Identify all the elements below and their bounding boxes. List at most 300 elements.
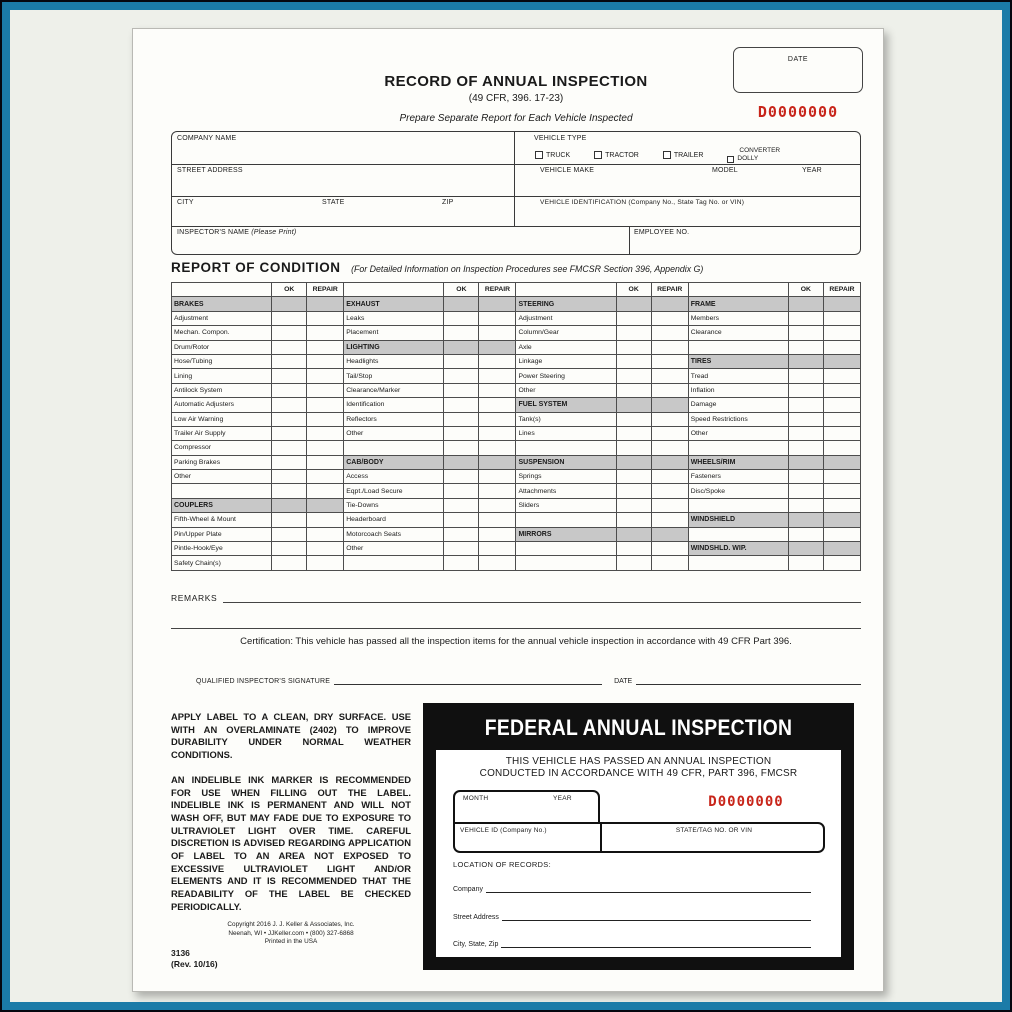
ok-cell[interactable] — [788, 340, 823, 354]
repair-cell[interactable] — [651, 556, 688, 570]
condition-table — [171, 282, 861, 571]
ok-cell[interactable] — [788, 398, 823, 412]
ok-cell[interactable] — [272, 369, 307, 383]
empty-item — [688, 441, 788, 455]
year-field[interactable] — [797, 164, 862, 196]
ok-cell[interactable] — [616, 412, 651, 426]
ok-cell[interactable] — [616, 383, 651, 397]
label-street-line[interactable] — [502, 912, 811, 921]
repair-cell[interactable] — [651, 354, 688, 368]
month-year-box[interactable] — [453, 790, 600, 823]
repair-cell[interactable] — [307, 470, 344, 484]
label-company-line[interactable] — [486, 884, 811, 893]
converter-dolly-option — [727, 147, 780, 163]
tractor-label: TRACTOR — [605, 151, 639, 159]
date-label: DATE — [787, 56, 809, 63]
table-header-spacer — [516, 283, 616, 297]
date-field[interactable] — [733, 47, 863, 93]
ok-cell — [788, 297, 823, 311]
ok-cell — [272, 297, 307, 311]
repair-cell[interactable] — [651, 369, 688, 383]
repair-cell[interactable] — [651, 484, 688, 498]
empty-item — [172, 484, 272, 498]
certification-text: Certification: This vehicle has passed all the inspection items for the annual vehicle inspection in accordance with 49 CFR Part 396. — [240, 636, 792, 647]
repair-cell[interactable] — [307, 398, 344, 412]
ok-cell[interactable] — [788, 412, 823, 426]
repair-cell[interactable] — [823, 383, 860, 397]
section-divider — [171, 628, 861, 629]
ok-cell[interactable] — [272, 354, 307, 368]
ok-cell[interactable] — [272, 455, 307, 469]
trailer-option — [663, 151, 704, 159]
ok-cell[interactable] — [444, 383, 479, 397]
repair-cell[interactable] — [823, 326, 860, 340]
repair-cell[interactable] — [823, 527, 860, 541]
repair-cell[interactable] — [479, 441, 516, 455]
copyright-line-3: Printed in the USA — [264, 938, 318, 946]
condition-item: Column/Gear — [516, 326, 616, 340]
repair-cell[interactable] — [307, 527, 344, 541]
section-header: SUSPENSION — [516, 455, 616, 469]
repair-cell[interactable] — [479, 527, 516, 541]
ok-cell[interactable] — [444, 412, 479, 426]
ok-cell[interactable] — [444, 311, 479, 325]
zip-label: ZIP — [442, 199, 454, 206]
condition-item: Speed Restrictions — [688, 412, 788, 426]
ok-cell[interactable] — [272, 527, 307, 541]
column-header: OK — [444, 283, 479, 297]
condition-item: Pintle-Hook/Eye — [172, 542, 272, 556]
condition-item: Tread — [688, 369, 788, 383]
vehicle-identification-label: VEHICLE IDENTIFICATION (Company No., State Tag No. or VIN) — [540, 199, 745, 206]
repair-cell[interactable] — [307, 383, 344, 397]
empty-item — [688, 498, 788, 512]
ok-cell[interactable] — [616, 498, 651, 512]
ok-cell — [616, 398, 651, 412]
condition-item: Automatic Adjusters — [172, 398, 272, 412]
label-line-1: THIS VEHICLE HAS PASSED AN ANNUAL INSPECTION — [505, 756, 772, 767]
year-label: YEAR — [802, 167, 822, 174]
instructions-paragraph-2: AN INDELIBLE INK MARKER IS RECOMMENDED FOR USE WHEN FILLING OUT THE LABEL. INDELIBLE INK IS PERMANENT AND WILL NOT WASH OFF, BUT MAY FADE DUE TO EXPOSURE TO ULTRAVIOLET LIGHT OVER TIME. CAREFUL DISCRETION IS ADVISED REGARDING APPLICATION OF LABEL TO AN AREA NOT EXPOSED TO EXCESSIVE ULTRAVIOLET LIGHT AND/OR ELEMENTS AND IT IS RECOMMENDED THAT THE READABILITY OF THE LABEL BE CHECKED PERIODICALLY. — [171, 773, 411, 912]
section-header: COUPLERS — [172, 498, 272, 512]
converter-label: CONVERTER — [739, 147, 781, 154]
repair-cell — [479, 455, 516, 469]
signature-row — [171, 673, 861, 685]
repair-cell[interactable] — [651, 326, 688, 340]
condition-item: Fasteners — [688, 470, 788, 484]
repair-cell — [307, 297, 344, 311]
repair-cell[interactable] — [823, 412, 860, 426]
month-label: MONTH — [463, 795, 489, 802]
tractor-option — [594, 151, 639, 159]
federal-label-panel — [436, 750, 841, 957]
ok-cell[interactable] — [272, 412, 307, 426]
repair-cell[interactable] — [479, 369, 516, 383]
condition-item: Axle — [516, 340, 616, 354]
ok-cell[interactable] — [272, 441, 307, 455]
ok-cell[interactable] — [616, 542, 651, 556]
inspector-name-label: INSPECTOR'S NAME (Please Print) — [177, 229, 297, 236]
ok-cell[interactable] — [272, 470, 307, 484]
condition-item: Adjustment — [516, 311, 616, 325]
table-header-spacer — [688, 283, 788, 297]
condition-item: Safety Chain(s) — [172, 556, 272, 570]
ok-cell[interactable] — [788, 498, 823, 512]
state-field[interactable] — [317, 196, 437, 226]
repair-cell — [651, 297, 688, 311]
condition-item: Other — [344, 542, 444, 556]
condition-item: Low Air Warning — [172, 412, 272, 426]
ok-cell[interactable] — [272, 556, 307, 570]
table-header-spacer — [172, 283, 272, 297]
ok-cell[interactable] — [444, 527, 479, 541]
ok-cell[interactable] — [444, 326, 479, 340]
serial-number: D0000000 — [757, 103, 839, 121]
location-of-records-label: LOCATION OF RECORDS: — [453, 860, 551, 869]
empty-item — [688, 340, 788, 354]
zip-field[interactable] — [437, 196, 514, 226]
street-address-label: STREET ADDRESS — [177, 167, 243, 174]
repair-cell[interactable] — [479, 311, 516, 325]
ok-cell[interactable] — [272, 513, 307, 527]
repair-cell[interactable] — [307, 455, 344, 469]
table-header-spacer — [344, 283, 444, 297]
converter-dolly-checkbox[interactable] — [727, 156, 734, 163]
repair-cell[interactable] — [823, 398, 860, 412]
ok-cell[interactable] — [444, 369, 479, 383]
repair-cell[interactable] — [479, 513, 516, 527]
vehicle-make-label: VEHICLE MAKE — [540, 167, 595, 174]
dolly-label: DOLLY — [737, 155, 759, 162]
form-page — [132, 28, 884, 992]
repair-cell[interactable] — [479, 498, 516, 512]
repair-cell[interactable] — [823, 498, 860, 512]
remarks-row — [171, 589, 861, 603]
report-heading-note: (For Detailed Information on Inspection Procedures see FMCSR Section 396, Appendix G) — [351, 264, 704, 274]
label-company-label: Company — [453, 886, 483, 893]
ok-cell[interactable] — [616, 326, 651, 340]
street-address-field[interactable] — [172, 164, 514, 196]
ok-cell[interactable] — [788, 426, 823, 440]
condition-item: Identification — [344, 398, 444, 412]
ok-cell[interactable] — [444, 398, 479, 412]
repair-cell[interactable] — [651, 412, 688, 426]
empty-item — [516, 556, 616, 570]
ok-cell[interactable] — [788, 527, 823, 541]
ok-cell[interactable] — [616, 556, 651, 570]
ok-cell[interactable] — [616, 369, 651, 383]
repair-cell[interactable] — [307, 484, 344, 498]
section-header: WINDSHIELD — [688, 513, 788, 527]
report-heading-text: REPORT OF CONDITION — [171, 260, 341, 275]
condition-item: Sliders — [516, 498, 616, 512]
company-name-label: COMPANY NAME — [177, 135, 237, 142]
repair-cell[interactable] — [307, 426, 344, 440]
repair-cell[interactable] — [479, 354, 516, 368]
repair-cell[interactable] — [651, 498, 688, 512]
condition-item: Pin/Upper Plate — [172, 527, 272, 541]
repair-cell[interactable] — [479, 542, 516, 556]
remarks-label: REMARKS — [171, 593, 218, 603]
ok-cell[interactable] — [788, 470, 823, 484]
column-header: OK — [272, 283, 307, 297]
repair-cell[interactable] — [651, 470, 688, 484]
condition-item: Mechan. Compon. — [172, 326, 272, 340]
column-header: REPAIR — [307, 283, 344, 297]
label-vehicle-id-label: VEHICLE ID (Company No.) — [460, 827, 547, 834]
repair-cell — [479, 297, 516, 311]
ok-cell[interactable] — [444, 513, 479, 527]
ok-cell — [444, 455, 479, 469]
ok-cell[interactable] — [272, 426, 307, 440]
section-header: WINDSHLD. WIP. — [688, 542, 788, 556]
label-company-row — [453, 882, 811, 893]
section-header: FUEL SYSTEM — [516, 398, 616, 412]
repair-cell — [823, 455, 860, 469]
repair-cell — [651, 527, 688, 541]
condition-item: Other — [516, 383, 616, 397]
condition-item: Clearance — [688, 326, 788, 340]
repair-cell[interactable] — [479, 426, 516, 440]
vehicle-id-box — [453, 822, 825, 853]
ok-cell[interactable] — [616, 311, 651, 325]
truck-checkbox[interactable] — [535, 151, 543, 159]
ok-cell[interactable] — [616, 470, 651, 484]
condition-item: Other — [688, 426, 788, 440]
ok-cell[interactable] — [616, 340, 651, 354]
repair-cell[interactable] — [651, 426, 688, 440]
model-field[interactable] — [707, 164, 797, 196]
form-number-block — [171, 948, 218, 970]
repair-cell[interactable] — [307, 542, 344, 556]
condition-item: Drum/Rotor — [172, 340, 272, 354]
ok-cell[interactable] — [444, 484, 479, 498]
repair-cell[interactable] — [307, 326, 344, 340]
repair-cell[interactable] — [307, 354, 344, 368]
ok-cell — [272, 498, 307, 512]
label-city-label: City, State, Zip — [453, 941, 499, 948]
label-line-2: CONDUCTED IN ACCORDANCE WITH 49 CFR, PART 396, FMCSR — [479, 768, 798, 779]
repair-cell[interactable] — [651, 513, 688, 527]
form-subtitle: (49 CFR, 396. 17-23) — [468, 93, 564, 104]
condition-item: Power Steering — [516, 369, 616, 383]
vehicle-make-field[interactable] — [514, 164, 707, 196]
repair-cell — [651, 398, 688, 412]
condition-item: Tank(s) — [516, 412, 616, 426]
column-header: REPAIR — [823, 283, 860, 297]
ok-cell[interactable] — [788, 369, 823, 383]
repair-cell[interactable] — [307, 556, 344, 570]
page-title: RECORD OF ANNUAL INSPECTION — [384, 73, 648, 90]
empty-item — [344, 556, 444, 570]
repair-cell[interactable] — [823, 426, 860, 440]
ok-cell[interactable] — [272, 326, 307, 340]
repair-cell[interactable] — [479, 398, 516, 412]
signature-date-line[interactable] — [636, 675, 861, 685]
employee-no-label: EMPLOYEE NO. — [634, 229, 690, 236]
ok-cell[interactable] — [616, 513, 651, 527]
city-label: CITY — [177, 199, 194, 206]
ok-cell[interactable] — [272, 398, 307, 412]
repair-cell[interactable] — [307, 340, 344, 354]
ok-cell[interactable] — [444, 441, 479, 455]
repair-cell[interactable] — [307, 311, 344, 325]
employee-no-field[interactable] — [629, 226, 862, 255]
repair-cell[interactable] — [823, 556, 860, 570]
repair-cell[interactable] — [823, 470, 860, 484]
condition-item: Members — [688, 311, 788, 325]
condition-item: Headerboard — [344, 513, 444, 527]
copyright-block — [171, 921, 411, 947]
empty-item — [516, 513, 616, 527]
ok-cell[interactable] — [444, 470, 479, 484]
state-label: STATE — [322, 199, 345, 206]
model-label: MODEL — [712, 167, 738, 174]
form-instruction: Prepare Separate Report for Each Vehicle Inspected — [399, 113, 633, 124]
condition-item: Other — [172, 470, 272, 484]
ok-cell — [444, 297, 479, 311]
condition-item: Damage — [688, 398, 788, 412]
ok-cell[interactable] — [788, 441, 823, 455]
column-header: REPAIR — [479, 283, 516, 297]
ok-cell — [788, 354, 823, 368]
instructions-paragraph-1: APPLY LABEL TO A CLEAN, DRY SURFACE. USE WITH AN OVERLAMINATE (2402) TO IMPROVE DURABILITY UNDER NORMAL WEATHER CONDITIONS. — [171, 711, 411, 761]
empty-item — [516, 542, 616, 556]
label-city-line[interactable] — [501, 939, 811, 948]
empty-item — [516, 441, 616, 455]
ok-cell[interactable] — [444, 556, 479, 570]
ok-cell[interactable] — [616, 426, 651, 440]
repair-cell[interactable] — [823, 311, 860, 325]
label-street-label: Street Address — [453, 914, 499, 921]
repair-cell[interactable] — [651, 340, 688, 354]
condition-item: Lines — [516, 426, 616, 440]
trailer-label: TRAILER — [673, 151, 704, 159]
inspector-name-field[interactable] — [172, 226, 629, 255]
condition-item: Inflation — [688, 383, 788, 397]
ok-cell[interactable] — [788, 326, 823, 340]
column-header: OK — [616, 283, 651, 297]
repair-cell[interactable] — [823, 441, 860, 455]
repair-cell[interactable] — [307, 369, 344, 383]
repair-cell — [307, 498, 344, 512]
repair-cell[interactable] — [479, 484, 516, 498]
ok-cell[interactable] — [788, 383, 823, 397]
ok-cell[interactable] — [272, 383, 307, 397]
trailer-checkbox[interactable] — [663, 151, 671, 159]
condition-item: Tie-Downs — [344, 498, 444, 512]
section-header: FRAME — [688, 297, 788, 311]
inspector-signature-label: QUALIFIED INSPECTOR'S SIGNATURE — [196, 678, 331, 685]
tractor-checkbox[interactable] — [594, 151, 602, 159]
condition-item: Access — [344, 470, 444, 484]
divider — [600, 824, 602, 851]
repair-cell[interactable] — [651, 542, 688, 556]
ok-cell[interactable] — [272, 484, 307, 498]
repair-cell — [823, 297, 860, 311]
remarks-line[interactable] — [223, 591, 861, 603]
condition-item: Springs — [516, 470, 616, 484]
signature-line[interactable] — [334, 675, 602, 685]
repair-cell[interactable] — [479, 470, 516, 484]
repair-cell[interactable] — [823, 369, 860, 383]
condition-item: Adjustment — [172, 311, 272, 325]
state-tag-label: STATE/TAG NO. OR VIN — [675, 827, 753, 834]
label-city-row — [453, 937, 811, 948]
condition-item: Clearance/Marker — [344, 383, 444, 397]
ok-cell[interactable] — [444, 354, 479, 368]
vehicle-type-label: VEHICLE TYPE — [534, 135, 587, 142]
repair-cell[interactable] — [479, 326, 516, 340]
repair-cell[interactable] — [823, 340, 860, 354]
ok-cell[interactable] — [272, 311, 307, 325]
city-field[interactable] — [172, 196, 317, 226]
ok-cell[interactable] — [788, 484, 823, 498]
truck-label: TRUCK — [546, 151, 571, 159]
repair-cell[interactable] — [307, 513, 344, 527]
ok-cell[interactable] — [788, 311, 823, 325]
vehicle-info-section — [171, 131, 861, 255]
empty-item — [688, 556, 788, 570]
column-header: OK — [788, 283, 823, 297]
ok-cell[interactable] — [272, 340, 307, 354]
label-instructions — [171, 711, 411, 914]
condition-item: Parking Brakes — [172, 455, 272, 469]
repair-cell[interactable] — [479, 556, 516, 570]
federal-inspection-label — [423, 703, 854, 970]
section-header: CAB/BODY — [344, 455, 444, 469]
repair-cell[interactable] — [479, 383, 516, 397]
repair-cell[interactable] — [651, 441, 688, 455]
signature-date-label: DATE — [614, 678, 633, 685]
ok-cell[interactable] — [272, 542, 307, 556]
vehicle-identification-field[interactable] — [514, 196, 862, 226]
ok-cell — [444, 340, 479, 354]
ok-cell[interactable] — [444, 542, 479, 556]
repair-cell — [823, 542, 860, 556]
ok-cell[interactable] — [444, 426, 479, 440]
section-header: LIGHTING — [344, 340, 444, 354]
repair-cell — [479, 340, 516, 354]
condition-item: Compressor — [172, 441, 272, 455]
repair-cell[interactable] — [307, 412, 344, 426]
repair-cell[interactable] — [307, 441, 344, 455]
repair-cell[interactable] — [823, 484, 860, 498]
condition-item: Other — [344, 426, 444, 440]
copyright-line-1: Copyright 2016 J. J. Keller & Associates, Inc. — [227, 921, 355, 928]
report-of-condition-heading — [171, 259, 861, 277]
ok-cell[interactable] — [616, 354, 651, 368]
empty-item — [688, 527, 788, 541]
condition-item: Hose/Tubing — [172, 354, 272, 368]
repair-cell[interactable] — [651, 311, 688, 325]
company-name-field[interactable] — [172, 132, 514, 164]
ok-cell[interactable] — [616, 484, 651, 498]
ok-cell[interactable] — [616, 441, 651, 455]
condition-item: Headlights — [344, 354, 444, 368]
section-header: STEERING — [516, 297, 616, 311]
condition-item: Lining — [172, 369, 272, 383]
condition-item: Disc/Spoke — [688, 484, 788, 498]
ok-cell[interactable] — [444, 498, 479, 512]
repair-cell[interactable] — [479, 412, 516, 426]
condition-item: Attachments — [516, 484, 616, 498]
federal-label-title: FEDERAL ANNUAL INSPECTION — [484, 715, 793, 740]
section-header: EXHAUST — [344, 297, 444, 311]
repair-cell[interactable] — [651, 383, 688, 397]
repair-cell — [823, 513, 860, 527]
ok-cell[interactable] — [788, 556, 823, 570]
